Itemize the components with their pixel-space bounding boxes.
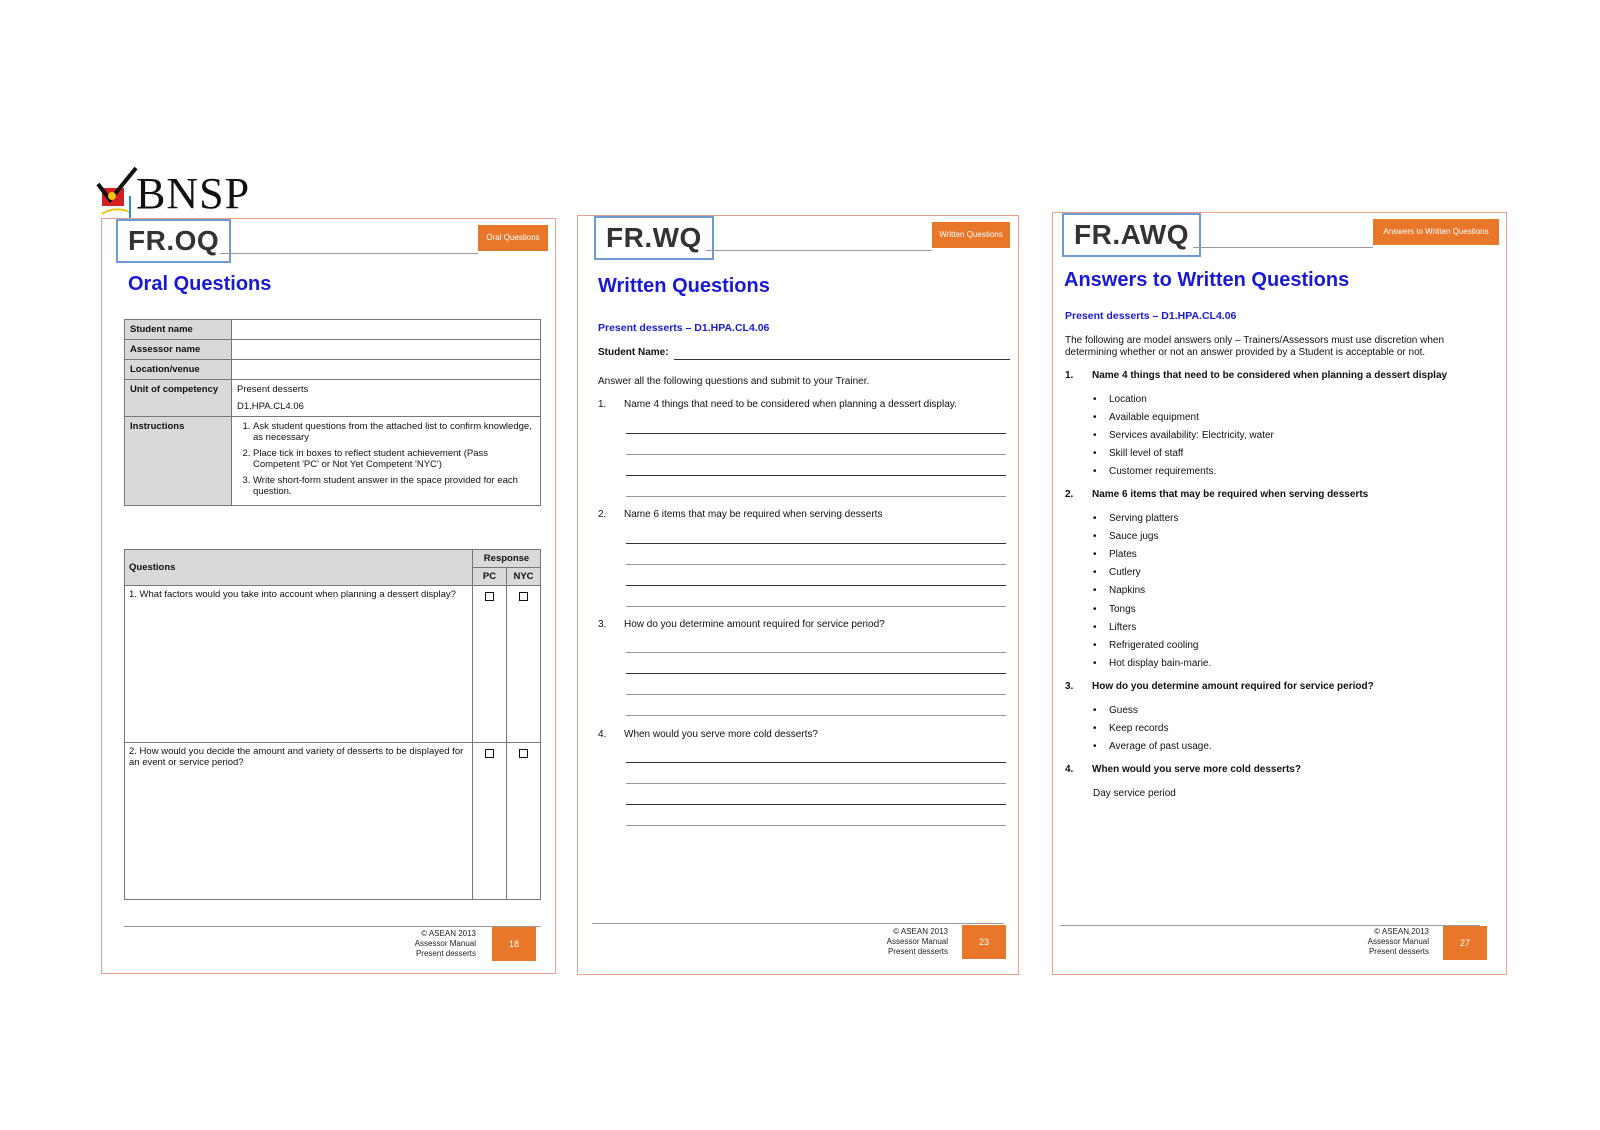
- questions-header: Questions: [125, 550, 473, 586]
- question-3: [598, 619, 885, 630]
- list-item: • Cutlery: [1093, 567, 1141, 578]
- pc-checkbox-cell[interactable]: [473, 586, 507, 743]
- list-item-text: Napkins: [1109, 585, 1146, 596]
- questions-table: [124, 549, 541, 900]
- checkbox-icon[interactable]: [519, 592, 528, 601]
- list-item-text: Hot display bain-marie.: [1109, 658, 1212, 669]
- nyc-checkbox-cell[interactable]: [507, 586, 541, 743]
- answer-line[interactable]: [626, 475, 1006, 476]
- list-item: • Average of past usage.: [1093, 741, 1212, 752]
- page-number: 27: [1443, 926, 1487, 960]
- list-item: • Refrigerated cooling: [1093, 640, 1199, 651]
- header-rule: [1193, 247, 1373, 248]
- list-item-text: Average of past usage.: [1109, 741, 1212, 752]
- page-title: Written Questions: [598, 275, 770, 297]
- question-text: Name 4 things that need to be considered when planning a dessert display: [1092, 370, 1448, 381]
- answer-line[interactable]: [626, 694, 1006, 695]
- list-item: • Services availability: Electricity, water: [1093, 430, 1274, 441]
- answer-question-2: [1065, 489, 1368, 500]
- footer-unit: Present desserts: [415, 949, 476, 958]
- student-name-label: Student name: [125, 320, 232, 340]
- answer-line[interactable]: [626, 673, 1006, 674]
- checkbox-icon[interactable]: [519, 749, 528, 758]
- list-item: • Hot display bain-marie.: [1093, 658, 1212, 669]
- list-item: • Sauce jugs: [1093, 531, 1159, 542]
- answer-line[interactable]: [626, 783, 1006, 784]
- answer-line[interactable]: [626, 433, 1006, 434]
- question-number: 2.: [598, 509, 607, 520]
- assessor-name-cell[interactable]: [232, 340, 541, 360]
- list-item: • Keep records: [1093, 723, 1169, 734]
- bnsp-logo-text: BNSP: [136, 169, 251, 218]
- list-item-text: Cutlery: [1109, 567, 1141, 578]
- answer-question-4: [1065, 764, 1301, 775]
- location-label: Location/venue: [125, 360, 232, 380]
- response-header: Response: [473, 550, 541, 568]
- instructions-cell: [232, 417, 541, 506]
- question-text: How do you determine amount required for service period?: [624, 619, 885, 630]
- question-number: 1.: [1065, 370, 1074, 381]
- answer-line[interactable]: [626, 715, 1006, 716]
- assessor-name-label: Assessor name: [125, 340, 232, 360]
- page-subtitle: Present desserts – D1.HPA.CL4.06: [598, 322, 770, 334]
- list-item-text: Customer requirements.: [1109, 466, 1217, 477]
- question-text: Name 6 items that may be required when serving desserts: [1092, 489, 1369, 500]
- header-rule: [706, 250, 932, 251]
- student-info-table: [124, 319, 541, 506]
- question-1: [598, 399, 957, 410]
- list-item: • Location: [1093, 394, 1147, 405]
- instruction-item: 2. Place tick in boxes to reflect student achievement (Pass Competent 'PC' or Not Yet Competent 'NYC'): [253, 448, 535, 470]
- list-item-text: Plates: [1109, 549, 1137, 560]
- header-rule: [220, 253, 478, 254]
- footer-unit: Present desserts: [1368, 947, 1429, 956]
- question-2: [598, 509, 882, 520]
- footer-unit: Present desserts: [887, 947, 948, 956]
- footer-copyright: © ASEAN 2013: [421, 929, 476, 938]
- question-number: 4.: [598, 729, 607, 740]
- question-text: 1. What factors would you take into account when planning a dessert display?: [125, 586, 473, 743]
- answer-line[interactable]: [626, 496, 1006, 497]
- bnsp-logo: [96, 166, 266, 222]
- footer-copyright: © ASEAN 2013: [893, 927, 948, 936]
- page-subtitle: Present desserts – D1.HPA.CL4.06: [1065, 310, 1237, 322]
- question-number: 1.: [598, 399, 607, 410]
- intro-text: The following are model answers only – Trainers/Assessors must use discretion when determining whether or not an answer provided by a Student is acceptable or not.: [1065, 335, 1445, 358]
- footer-copyright: © ASEAN 2013: [1374, 927, 1429, 936]
- list-item-text: Location: [1109, 394, 1147, 405]
- page-number: 23: [962, 925, 1006, 959]
- question-number: 3.: [598, 619, 607, 630]
- list-item-text: Skill level of staff: [1109, 448, 1184, 459]
- footer-rule: [592, 923, 1004, 924]
- question-text: Name 4 things that need to be considered when planning a dessert display.: [624, 399, 957, 410]
- question-number: 4.: [1065, 764, 1074, 775]
- list-item-text: Services availability: Electricity, water: [1109, 430, 1274, 441]
- answer-line[interactable]: [626, 606, 1006, 607]
- question-number: 3.: [1065, 681, 1074, 692]
- answer-question-1: [1065, 370, 1447, 381]
- page-title: Answers to Written Questions: [1064, 269, 1350, 291]
- unit-code: D1.HPA.CL4.06: [237, 401, 304, 412]
- list-item: • Napkins: [1093, 585, 1146, 596]
- list-item: • Serving platters: [1093, 513, 1179, 524]
- list-item: • Plates: [1093, 549, 1137, 560]
- checkbox-icon[interactable]: [485, 592, 494, 601]
- section-tag: Written Questions: [932, 222, 1010, 248]
- table-row: [125, 586, 541, 743]
- question-number: 2.: [1065, 489, 1074, 500]
- unit-cell: [232, 380, 541, 417]
- question-text: How do you determine amount required for service period?: [1092, 681, 1374, 692]
- pc-checkbox-cell[interactable]: [473, 743, 507, 900]
- page-number: 18: [492, 927, 536, 961]
- form-code: FR.AWQ: [1062, 213, 1201, 257]
- footer-rule: [1060, 925, 1480, 926]
- answer-question-3: [1065, 681, 1374, 692]
- unit-label: Unit of competency: [125, 380, 232, 417]
- checkbox-icon[interactable]: [485, 749, 494, 758]
- question-text: When would you serve more cold desserts?: [624, 729, 818, 740]
- footer-rule: [124, 926, 541, 927]
- table-row: [125, 743, 541, 900]
- list-item: • Customer requirements.: [1093, 466, 1217, 477]
- student-name-cell[interactable]: [232, 320, 541, 340]
- student-name-line[interactable]: [674, 359, 1010, 360]
- footer-manual: Assessor Manual: [414, 939, 476, 948]
- answer-line[interactable]: [626, 762, 1006, 763]
- answer-line[interactable]: [626, 543, 1006, 544]
- section-tag: Oral Questions: [478, 225, 548, 251]
- list-item-text: Refrigerated cooling: [1109, 640, 1199, 651]
- instruction-item: 1. Ask student questions from the attached list to confirm knowledge, as necessary: [253, 421, 535, 443]
- answer-text: Day service period: [1093, 788, 1176, 799]
- footer-manual: Assessor Manual: [886, 937, 948, 946]
- student-name-label: Student Name:: [598, 347, 669, 358]
- list-item: • Skill level of staff: [1093, 448, 1184, 459]
- footer-text: [1289, 927, 1429, 957]
- list-item: • Guess: [1093, 705, 1138, 716]
- page-title: Oral Questions: [128, 273, 272, 295]
- answer-line[interactable]: [626, 652, 1006, 653]
- written-questions-page: [577, 215, 1019, 975]
- list-item-text: Guess: [1109, 705, 1138, 716]
- question-text: 2. How would you decide the amount and variety of desserts to be displayed for an event or service period?: [125, 743, 473, 900]
- question-text: Name 6 items that may be required when serving desserts: [624, 509, 883, 520]
- question-4: [598, 729, 818, 740]
- location-cell[interactable]: [232, 360, 541, 380]
- section-tag: Answers to Written Questions: [1373, 219, 1499, 245]
- list-item: • Lifters: [1093, 622, 1137, 633]
- answer-line[interactable]: [626, 804, 1006, 805]
- answer-line[interactable]: [626, 564, 1006, 565]
- nyc-checkbox-cell[interactable]: [507, 743, 541, 900]
- pc-header: PC: [473, 568, 507, 586]
- answer-line[interactable]: [626, 825, 1006, 826]
- list-item-text: Sauce jugs: [1109, 531, 1159, 542]
- instructions-label: Instructions: [125, 417, 232, 506]
- question-text: When would you serve more cold desserts?: [1092, 764, 1301, 775]
- footer-manual: Assessor Manual: [1367, 937, 1429, 946]
- instruction-item: 3. Write short-form student answer in the space provided for each question.: [253, 475, 535, 497]
- oral-questions-page: [101, 218, 556, 974]
- list-item-text: Available equipment: [1109, 412, 1199, 423]
- answer-line[interactable]: [626, 585, 1006, 586]
- list-item-text: Serving platters: [1109, 513, 1179, 524]
- footer-text: [808, 927, 948, 957]
- form-code: FR.OQ: [116, 219, 231, 263]
- list-item: • Available equipment: [1093, 412, 1199, 423]
- answer-line[interactable]: [626, 454, 1006, 455]
- unit-value: Present desserts: [237, 384, 309, 395]
- instruction-text: Answer all the following questions and submit to your Trainer.: [598, 376, 870, 387]
- answers-page: [1052, 212, 1507, 975]
- nyc-header: NYC: [507, 568, 541, 586]
- list-item: • Tongs: [1093, 604, 1136, 615]
- list-item-text: Lifters: [1109, 622, 1137, 633]
- footer-text: [342, 929, 476, 959]
- list-item-text: Keep records: [1109, 723, 1169, 734]
- form-code: FR.WQ: [594, 216, 714, 260]
- list-item-text: Tongs: [1109, 604, 1136, 615]
